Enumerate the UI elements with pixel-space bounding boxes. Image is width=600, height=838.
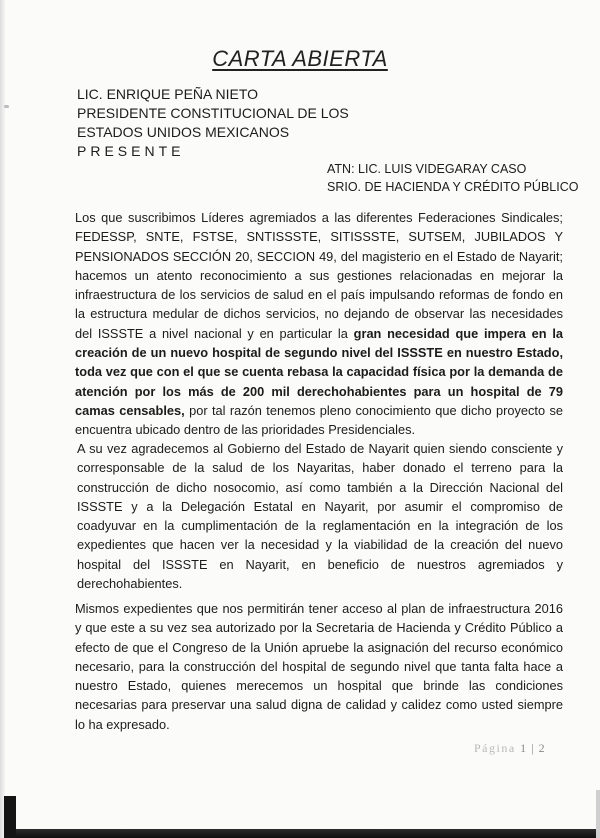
letter-title: CARTA ABIERTA	[212, 46, 388, 71]
addressee-position-cont: ESTADOS UNIDOS MEXICANOS	[77, 124, 290, 140]
addressee-name: LIC. ENRIQUE PEÑA NIETO	[77, 86, 259, 102]
scan-edge-right	[596, 790, 600, 838]
scan-edge-left	[0, 0, 5, 838]
attention-position: SRIO. DE HACIENDA Y CRÉDITO PÚBLICO	[327, 180, 579, 194]
paragraph-1-bold: gran necesidad que impera en la creación de un nuevo hospital de segundo nivel del ISSSTE en nuestro Estado, toda vez que con el que se cuenta rebasa la capacidad física por la demanda de atención por los más de 200 mil derechohabientes para un hospital de 79 camas censables,	[75, 325, 564, 418]
paragraph-1	[75, 208, 563, 440]
addressee-position: PRESIDENTE CONSTITUCIONAL DE LOS	[77, 105, 349, 121]
attention-name: ATN: LIC. LUIS VIDEGARAY CASO	[327, 162, 527, 176]
page-number-label: Página	[474, 741, 516, 755]
addressee-presente: PRESENTE	[77, 143, 185, 159]
scan-border-left-bar	[4, 796, 16, 838]
paragraph-1-text-a: Los que suscribimos Líderes agremiados a las diferentes Federaciones Sindicales; FEDESSP, SNTE, FSTSE, SNTISSSTE, SITISSSTE, SUTSEM, JUBILADOS Y PENSIONADOS SECCIÓN 20, SECCION 49, del magisterio en el Estado de Nayarit; hacemos un atento reconocimiento a sus gestiones relacionadas en mejorar la infraestructura de los servicios de salud en el país impulsando reformas de fondo en la estructura medular de dichos servicios, no dejando de observar las necesidades del ISSSTE a nivel nacional y en particular la	[75, 210, 563, 341]
paragraph-1-text-b: por tal razón tenemos pleno conocimiento que dicho proyecto se encuentra ubicado dentro de las prioridades Presidenciales.	[75, 402, 563, 438]
paragraph-3: Mismos expedientes que nos permitirán tener acceso al plan de infraestructura 2016 y que este a su vez sea autorizado por la Secretaria de Hacienda y Crédito Público a efecto de que el Congreso de la Unión apruebe la asignación del recurso económico necesario, para la construcción del hospital de segundo nivel que tanta falta hace a nuestro Estado, quienes merecemos un hospital que brinde las condiciones necesarias para preservar una salud digna de calidad y calidez como usted siempre lo ha expresado.	[75, 601, 563, 732]
scan-border-bottom	[4, 829, 596, 838]
addressee-block	[77, 85, 349, 161]
paragraph-2: A su vez agradecemos al Gobierno del Estado de Nayarit quien siendo consciente y corresponsable de la salud de los Nayaritas, haber donado el terreno para la construcción de dicho nosocomio, así como también a la Dirección Nacional del ISSSTE y a la Delegación Estatal en Nayarit, por asumir el compromiso de coadyuvar en la cumplimentación de la reglamentación en la integración de los expedientes que hacen ver la necesidad y la viabilidad de la creación del nuevo hospital del ISSSTE en Nayarit, en beneficio de nuestros agremiados y derechohabientes.	[77, 441, 563, 592]
scan-speck	[4, 105, 9, 108]
attention-block	[327, 160, 578, 196]
page-number-value: 1 | 2	[520, 741, 546, 755]
page-number	[474, 741, 546, 756]
